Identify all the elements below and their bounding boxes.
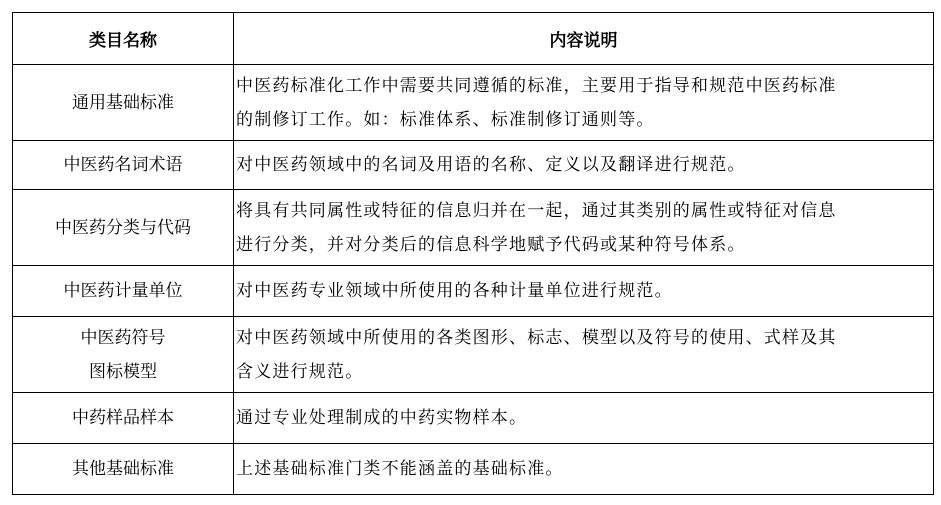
- row-description: [234, 141, 934, 190]
- table-header-row: [13, 13, 934, 65]
- description-line: 对中医药领域中所使用的各类图形、标志、模型以及符号的使用、式样及其: [236, 327, 837, 348]
- table-row: [13, 141, 934, 190]
- table-row: [13, 266, 934, 317]
- standards-category-table: [12, 12, 934, 495]
- description-line: 对中医药领域中的名词及用语的名称、定义以及翻译进行规范。: [236, 155, 746, 175]
- category-name-line: 其他基础标准: [72, 459, 174, 479]
- category-name-line: 中医药符号: [80, 327, 166, 348]
- category-name-line: 中医药分类与代码: [55, 217, 191, 238]
- row-description: [234, 266, 934, 317]
- row-description: [234, 317, 934, 393]
- description-line: 将具有共同属性或特征的信息归并在一起，通过其类别的属性或特征对信息: [236, 200, 837, 221]
- category-name-line: 图标模型: [89, 361, 157, 382]
- standards-table-container: [12, 12, 934, 495]
- row-category-name: [13, 444, 234, 495]
- category-name-line: 中医药计量单位: [63, 281, 183, 301]
- row-category-name: [13, 317, 234, 393]
- description-line: 的制修订工作。如：标准体系、标准制修订通则等。: [236, 109, 655, 130]
- description-line: 含义进行规范。: [236, 361, 364, 382]
- description-line: 通过专业处理制成的中药实物样本。: [236, 408, 528, 428]
- category-name-line: 中医药名词术语: [63, 155, 183, 175]
- description-line: 中医药标准化工作中需要共同遵循的标准，主要用于指导和规范中医药标准: [236, 75, 837, 96]
- header-content-description: 内容说明: [234, 13, 934, 65]
- row-category-name: [13, 65, 234, 141]
- table-row: [13, 190, 934, 266]
- header-category-name: 类目名称: [13, 13, 234, 65]
- table-row: [13, 65, 934, 141]
- row-description: [234, 65, 934, 141]
- category-name-line: 中药样品样本: [72, 408, 174, 428]
- row-category-name: [13, 141, 234, 190]
- row-category-name: [13, 393, 234, 444]
- row-description: [234, 393, 934, 444]
- description-line: 上述基础标准门类不能涵盖的基础标准。: [236, 459, 564, 479]
- table-row: [13, 444, 934, 495]
- row-description: [234, 444, 934, 495]
- row-description: [234, 190, 934, 266]
- description-line: 进行分类，并对分类后的信息科学地赋予代码或某种符号体系。: [236, 234, 746, 255]
- row-category-name: [13, 266, 234, 317]
- table-row: [13, 393, 934, 444]
- row-category-name: [13, 190, 234, 266]
- description-line: 对中医药专业领域中所使用的各种计量单位进行规范。: [236, 281, 673, 301]
- table-row: [13, 317, 934, 393]
- category-name-line: 通用基础标准: [72, 92, 174, 113]
